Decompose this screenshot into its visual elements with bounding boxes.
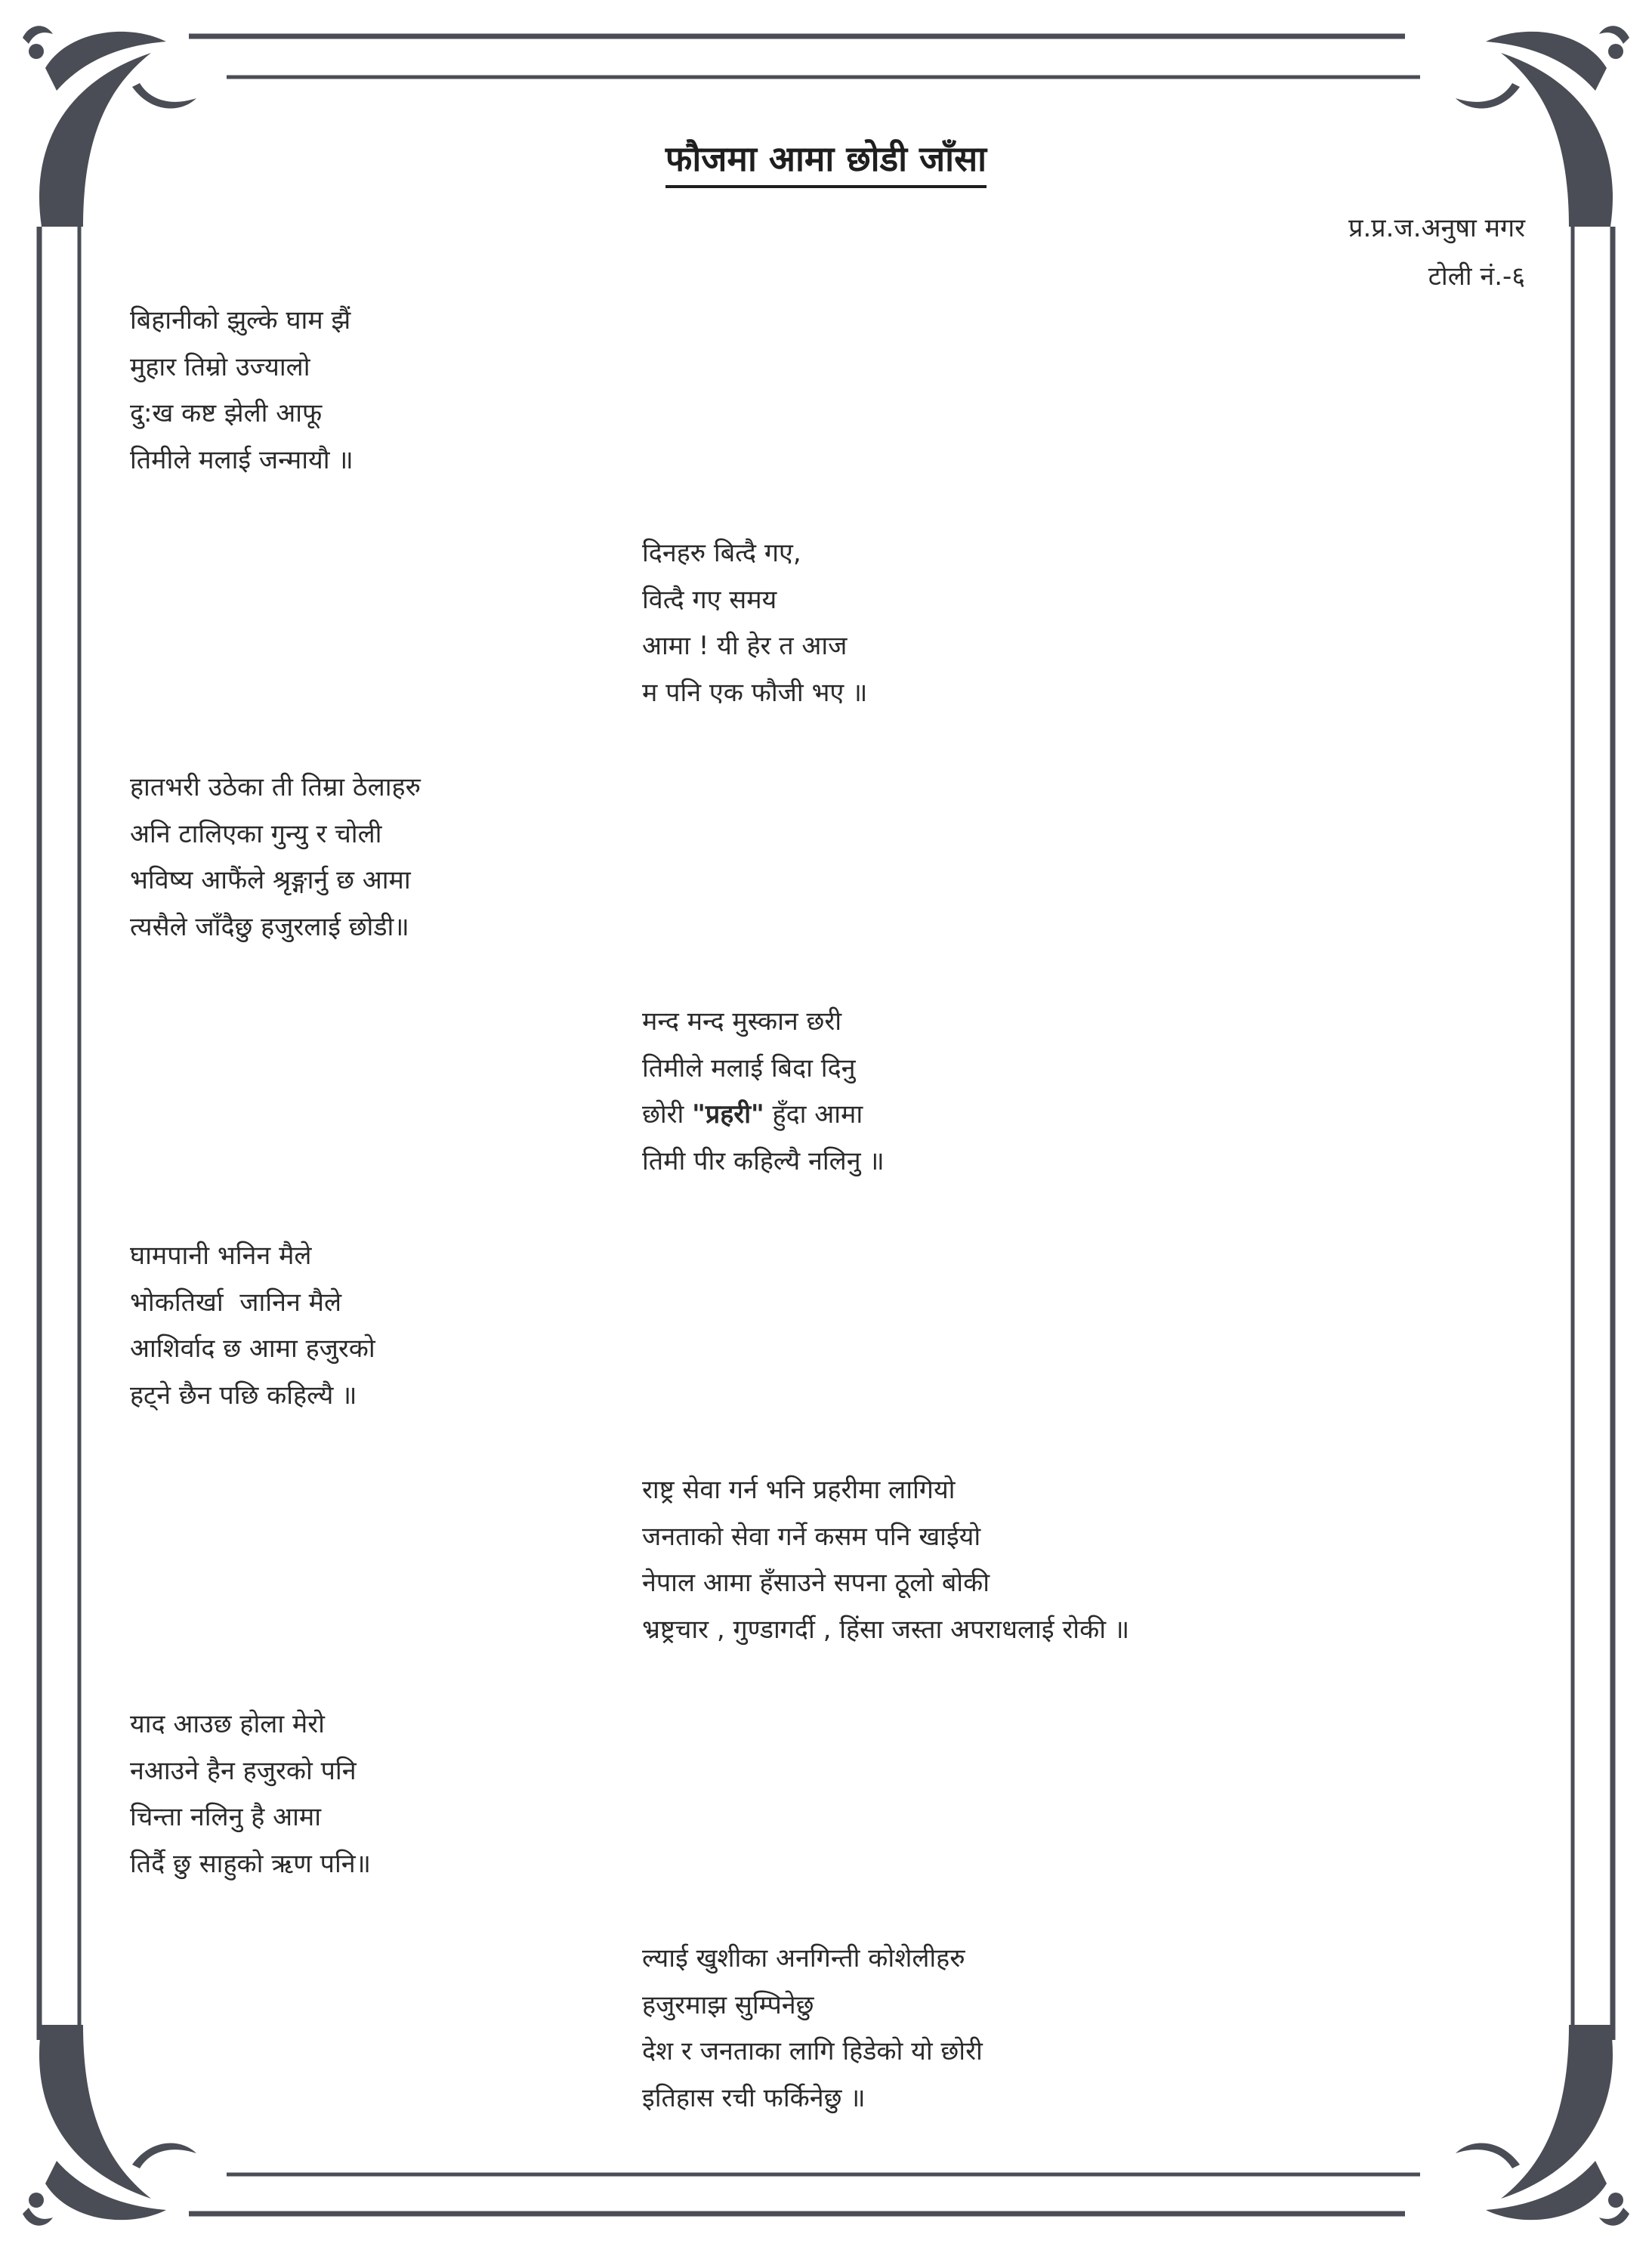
stanza-line: वित्दै गए समय	[642, 584, 777, 615]
stanza-line: भ्रष्ट्रचार , गुण्डागर्दी , हिंसा जस्ता अपराधलाई रोकी ॥	[642, 1614, 1130, 1645]
stanza-line-part: हुँदा आमा	[764, 1099, 863, 1130]
stanza-7	[130, 1701, 371, 1887]
stanza-line	[642, 1092, 885, 1139]
stanza-line: देश र जनताका लागि हिडेको यो छोरी	[642, 2036, 983, 2066]
stanza-line: हट्ने छैन पछि कहिल्यै ॥	[130, 1380, 357, 1411]
stanza-line: मुहार तिम्रो उज्यालो	[130, 351, 310, 382]
stanza-line: आमा ! यी हेर त आज	[642, 631, 848, 661]
stanza-3	[130, 765, 421, 950]
stanza-line: याद आउछ होला मेरो	[130, 1709, 325, 1739]
stanza-line: ल्याई खुशीका अनगिन्ती कोशेलीहरु	[642, 1943, 965, 1973]
stanza-line-part: छोरी	[642, 1099, 693, 1130]
stanza-line: नआउने हैन हजुरको पनि	[130, 1755, 357, 1786]
stanza-1	[130, 298, 354, 484]
stanza-line: मन्द मन्द मुस्कान छरी	[642, 1006, 842, 1037]
stanza-line: नेपाल आमा हँसाउने सपना ठूलो बोकी	[642, 1568, 990, 1598]
stanza-line: म पनि एक फौजी भए ॥	[642, 677, 868, 708]
stanza-line: हातभरी उठेका ती तिम्रा ठेलाहरु	[130, 772, 421, 802]
stanza-line: तिमीले मलाई बिदा दिनु	[642, 1052, 856, 1083]
stanza-5	[130, 1233, 375, 1419]
stanza-line: राष्ट्र सेवा गर्न भनि प्रहरीमा लागियो	[642, 1475, 956, 1505]
stanza-line: दु:ख कष्ट झेली आफू	[130, 398, 323, 428]
stanza-line: त्यसैले जाँदैछु हजुरलाई छोडी॥	[130, 911, 409, 942]
stanza-line: घामपानी भनिन मैले	[130, 1241, 312, 1271]
stanza-line: बिहानीको झुल्के घाम झैं	[130, 305, 351, 335]
stanza-line: इतिहास रची फर्किनेछु ॥	[642, 2082, 866, 2113]
poem-title	[0, 134, 1652, 181]
stanza-6	[642, 1467, 1129, 1653]
stanza-line-bold-word: "प्रहरी"	[692, 1099, 764, 1130]
poem-title-text: फौजमा आमा छोडी जाँसा	[665, 138, 987, 188]
author-block	[1348, 204, 1525, 301]
stanza-line: भविष्य आफैंले श्रृङ्गार्नु छ आमा	[130, 865, 411, 895]
stanza-4	[642, 999, 885, 1185]
stanza-line: भोकतिर्खा जानिन मैले	[130, 1287, 342, 1318]
author-name: प्र.प्र.ज.अनुषा मगर	[1348, 213, 1525, 243]
stanza-line: जनताको सेवा गर्ने कसम पनि खाईयो	[642, 1521, 981, 1552]
stanza-line: अनि टालिएका गुन्यु र चोली	[130, 818, 382, 849]
stanza-line: आशिर्वाद छ आमा हजुरको	[130, 1334, 375, 1364]
stanza-line: तिमीले मलाई जन्मायौ ॥	[130, 444, 354, 475]
stanza-line: हजुरमाझ सुम्पिनेछु	[642, 1989, 814, 2020]
stanza-line: तिर्दै छु साहुको ऋण पनि॥	[130, 1848, 372, 1879]
stanza-2	[642, 530, 867, 716]
stanza-8	[642, 1936, 983, 2122]
stanza-line: दिनहरु बित्दै गए,	[642, 538, 801, 568]
stanza-line: चिन्ता नलिनु है आमा	[130, 1802, 322, 1832]
author-team: टोली नं.-६	[1428, 261, 1525, 292]
stanza-line: तिमी पीर कहिल्यै नलिनु ॥	[642, 1145, 885, 1176]
